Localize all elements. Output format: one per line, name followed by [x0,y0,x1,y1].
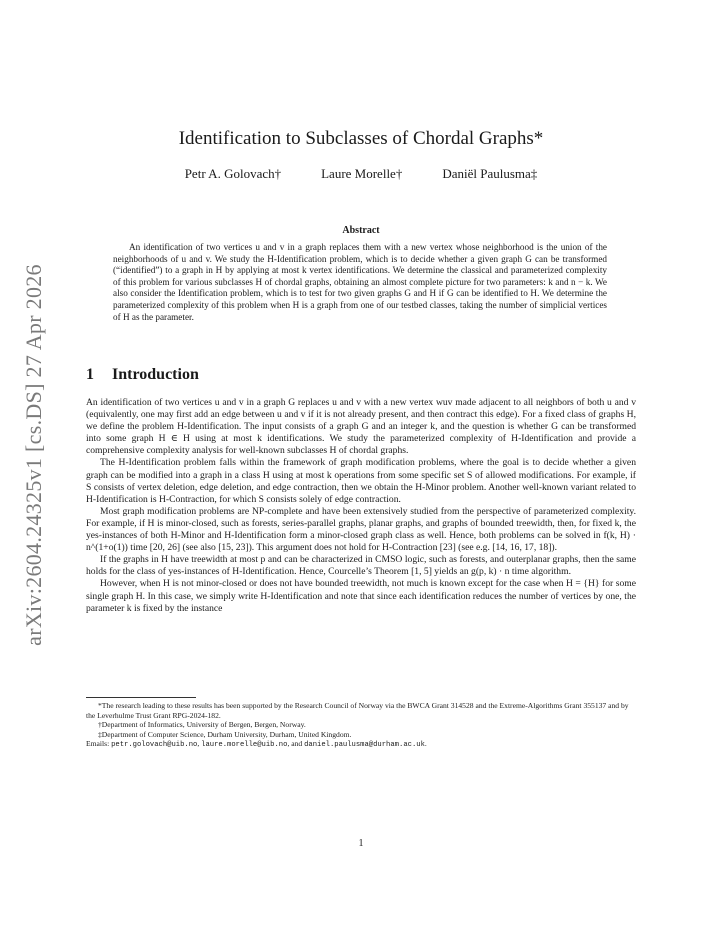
body-paragraph: However, when H is not minor-closed or does not have bounded treewidth, not much is known except for the case when H = {H} for some single graph H. In this case, we simply write H-Identification and note that since each identification reduces the number of vertices by one, the parameter k is fixed by the instance [86,578,636,614]
page-number: 1 [358,838,364,849]
body-paragraph: Most graph modification problems are NP-complete and have been extensively studied from the perspective of parameterized complexity. For example, if H is minor-closed, such as forests, series-parallel graphs, planar graphs, and graphs of bounded treewidth, then, for fixed k, the yes-instances of both H-Minor and H-Identification form a minor-closed graph class as well. Hence, both problems can be solved in f(k, H) · n^(1+o(1)) time [20, 26] (see also [15, 23]). This argument does not hold for H-Contraction [23] (see e.g. [14, 16, 17, 18]). [86,505,636,554]
emails-label: Emails: [86,739,110,749]
footnote-affiliation-durham: ‡Department of Computer Science, Durham University, Durham, United Kingdom. [98,729,352,739]
abstract-text: An identification of two vertices u and v in a graph replaces them with a new vertex whose neighborhood is the union of the neighborhoods of u and v. We study the H-Identification problem, which is to decide whether a given graph G can be transformed (“identified”) to a graph in H by applying at most k vertex identifications. We determine the classical and parameterized complexity of this problem for various subclasses H of chordal graphs, obtaining an almost complete picture for two parameters: k and n − k. We also consider the Identification problem, which is to test for two given graphs G and H if G can be identified to H. We determine the parameterized complexity of this problem when H is a graph from one of our testbed classes, taking the number of simplicial vertices of H as the parameter. [113,242,607,322]
section-title: Introduction [112,366,199,383]
footnotes [86,701,636,751]
arxiv-sidebar [18,260,50,650]
abstract-heading: Abstract [342,225,380,236]
email-link[interactable]: daniel.paulusma@durham.ac.uk [304,741,425,750]
body-paragraph: If the graphs in H have treewidth at most p and can be characterized in CMSO logic, such as forests, and outerplanar graphs, then the same holds for the class of yes-instances of H-Identification. Hence, Courcelle’s Theorem [1, 5] yields an g(p, k) · n time algorithm. [86,554,636,578]
introduction-body [86,397,636,615]
email-link[interactable]: petr.golovach@uib.no [111,741,198,750]
email-separator: , and [287,739,305,749]
email-link[interactable]: laure.morelle@uib.no [201,741,288,750]
footnote-affiliation-bergen: †Department of Informatics, University of Bergen, Bergen, Norway. [98,720,306,730]
paper-title: Identification to Subclasses of Chordal Graphs* [178,128,544,149]
author-2: Laure Morelle† [321,166,403,181]
body-paragraph: The H-Identification problem falls within the framework of graph modification problems, where the goal is to decide whether a given graph can be modified into a graph in a class H using at most k operations from some specific set S of allowed modifications. For example, if S consists of vertex deletion, edge deletion, and edge contraction, then we obtain the H-Minor problem. Another well-known variant related to H-Identification is H-Contraction, for which S consists solely of edge contraction. [86,457,636,505]
author-3: Daniël Paulusma‡ [442,166,538,181]
arxiv-identifier: arXiv:2604.24325v1 [cs.DS] 27 Apr 2026 [21,264,46,646]
author-list [86,166,636,182]
body-paragraph: An identification of two vertices u and v in a graph G replaces u and v with a new vertex wuv made adjacent to all neighbors of both u and v (equivalently, one may first add an edge between u and v if it is not already present, and then contract this edge). For a fixed class of graphs H, we define the problem H-Identification. The input consists of a graph G and an integer k, and the question is whether G can be transformed into some graph H ∈ H using at most k identifications. We study the parameterized complexity of H-Identification and provide a comprehensive complexity analysis for well-known subclasses H of chordal graphs. [86,397,636,457]
footnote-funding: *The research leading to these results has been supported by the Research Council of Norway via the BWCA Grant 314528 and the Extreme-Algorithms Grant 355137 and by the Leverhulme Trust Grant RPG-2024-182. [86,701,629,720]
section-number: 1 [86,366,94,383]
author-1: Petr A. Golovach† [184,166,282,181]
email-separator: , [197,739,202,749]
email-suffix: . [424,739,427,749]
section-heading [86,366,199,384]
footnote-emails [86,739,636,751]
footnote-divider [86,697,196,698]
